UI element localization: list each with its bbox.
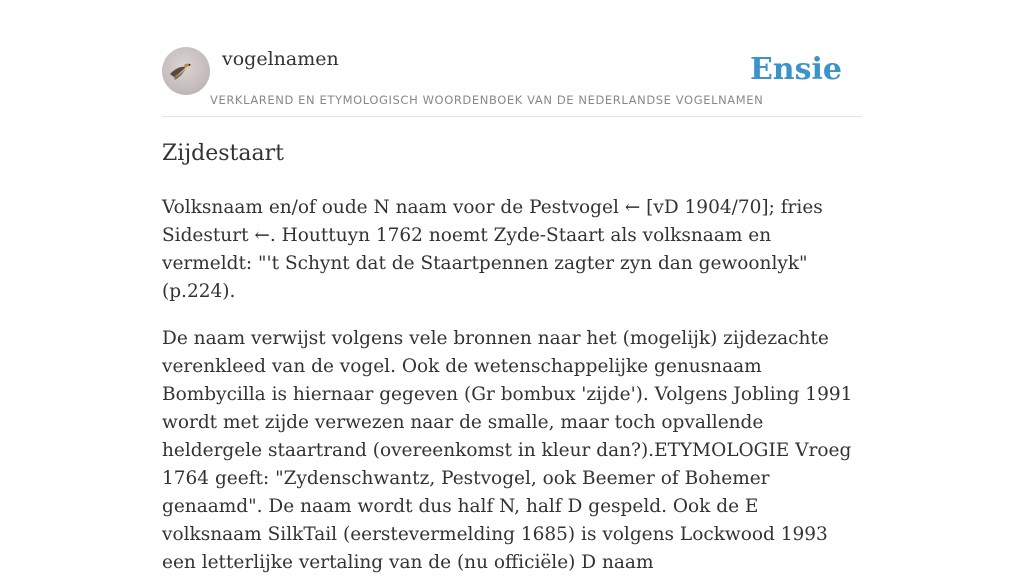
site-name-link[interactable]: vogelnamen bbox=[222, 48, 339, 70]
brand-logo[interactable]: Ensie bbox=[749, 52, 842, 87]
entry-paragraph: Volksnaam en/of oude N naam voor de Pestvogel ← [vD 1904/70]; fries Sidesturt ←. Houttuyn 1762 noemt Zyde-Staart als volksnaam en vermeldt: "'t Schynt dat de Staartpennen zagter zyn dan gewoonlyk" (p.224). bbox=[162, 197, 823, 302]
bird-photo-icon bbox=[162, 47, 210, 95]
site-header bbox=[162, 46, 862, 117]
site-subtitle: VERKLAREND EN ETYMOLOGISCH WOORDENBOEK VAN DE NEDERLANDSE VOGELNAMEN bbox=[210, 93, 764, 107]
entry-title: Zijdestaart bbox=[162, 141, 284, 166]
avatar[interactable] bbox=[162, 47, 210, 95]
entry-paragraph: De naam verwijst volgens vele bronnen naar het (mogelijk) zijdezachte verenkleed van de vogel. Ook de wetenschappelijke genusnaam Bombycilla is hiernaar gegeven (Gr bombux 'zijde'). Volgens Jobling 1991 wordt met zijde verwezen naar de smalle, maar toch opvallende heldergele staartrand (overeenkomst in kleur dan?).ETYMOLOGIE Vroeg 1764 geeft: "Zydenschwantz, Pestvogel, ook Beemer of Bohemer genaamd". De naam wordt dus half N, half D gespeld. Ook de E volksnaam SilkTail (eerstevermelding 1685) is volgens Lockwood 1993 een letterlijke vertaling van de (nu officiële) D naam bbox=[162, 328, 853, 573]
entry-content bbox=[162, 138, 862, 577]
